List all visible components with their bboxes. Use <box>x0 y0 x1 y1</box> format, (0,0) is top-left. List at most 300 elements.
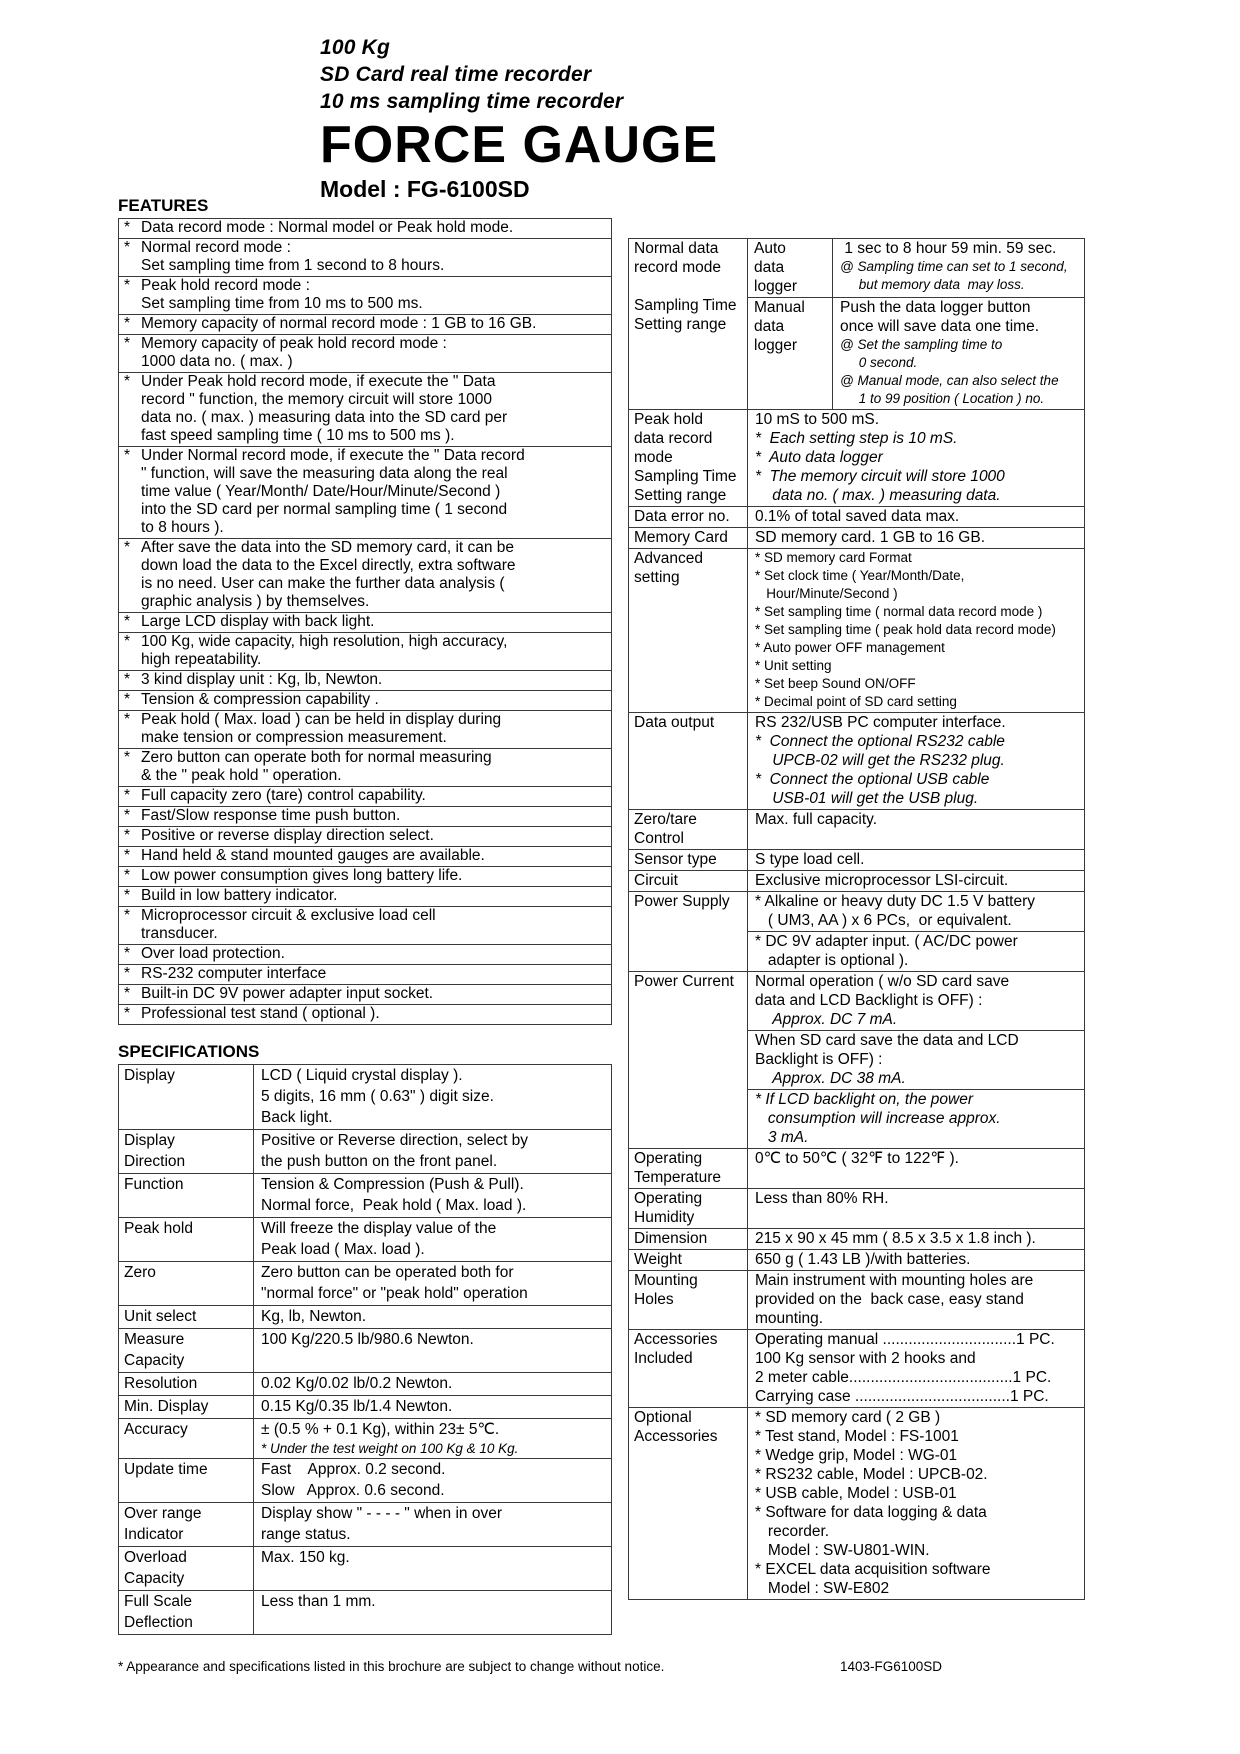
feature-item <box>119 690 611 710</box>
label-line: Power Supply <box>634 893 730 910</box>
value-line: Operating manual ...............................1 PC. <box>755 1331 1055 1348</box>
label-line: Data error no. <box>634 508 730 525</box>
feature-text <box>141 373 608 445</box>
spec-value-line: Positive or Reverse direction, select by <box>261 1132 529 1149</box>
feature-text <box>141 711 608 747</box>
feature-line: " function, will save the measuring data along the real <box>141 465 508 482</box>
feature-item <box>119 886 611 906</box>
feature-text <box>141 887 608 905</box>
value-line: @ Sampling time can set to 1 second, <box>840 259 1068 274</box>
spec-label <box>119 1503 254 1546</box>
spec2-label <box>629 549 748 712</box>
spec-value-line: LCD ( Liquid crystal display ). <box>261 1067 463 1084</box>
spec-value-line: Normal force, Peak hold ( Max. load ). <box>261 1197 527 1214</box>
spec-label-line: Update time <box>124 1461 208 1478</box>
label-line: Setting range <box>634 316 727 333</box>
label-line: Mounting <box>634 1272 698 1289</box>
spec-label-line: Measure <box>124 1331 185 1348</box>
feature-item <box>119 219 611 238</box>
feature-text <box>141 539 608 611</box>
value-line: S type load cell. <box>755 851 865 868</box>
feature-line: Full capacity zero (tare) control capability. <box>141 787 426 804</box>
feature-line: is no need. User can make the further data analysis ( <box>141 575 505 592</box>
bullet-star: * <box>124 965 131 982</box>
value-line: Model : SW-U801-WIN. <box>755 1542 930 1559</box>
value-line: * Auto data logger <box>755 449 883 466</box>
value-line: USB-01 will get the USB plug. <box>755 790 979 807</box>
spec-value-line: 100 Kg/220.5 lb/980.6 Newton. <box>261 1331 474 1348</box>
feature-line: Positive or reverse display direction select. <box>141 827 434 844</box>
label-line: Operating <box>634 1190 703 1207</box>
value-line: adapter is optional ). <box>755 952 909 969</box>
spec2-value <box>748 1271 1084 1329</box>
bullet-star: * <box>124 985 131 1002</box>
feature-text <box>141 613 608 631</box>
feature-line: 1000 data no. ( max. ) <box>141 353 293 370</box>
label-line: Sampling Time <box>634 468 737 485</box>
spec2-value <box>748 892 1084 971</box>
value-line: * Decimal point of SD card setting <box>755 694 957 709</box>
value-line: * Connect the optional RS232 cable <box>755 733 1005 750</box>
mode-line: logger <box>754 278 798 295</box>
spec2-label <box>629 810 748 849</box>
feature-item <box>119 276 611 314</box>
bullet-star: * <box>124 633 131 650</box>
feature-line: Set sampling time from 10 ms to 500 ms. <box>141 295 423 312</box>
feature-line: 3 kind display unit : Kg, lb, Newton. <box>141 671 383 688</box>
spec-label <box>119 1174 254 1217</box>
value-block <box>748 507 1084 527</box>
value-block <box>748 713 1084 809</box>
value-line: Approx. DC 38 mA. <box>755 1070 906 1087</box>
spec-label <box>119 1065 254 1129</box>
spec-label-line: Over range <box>124 1505 202 1522</box>
mode-line: logger <box>754 337 798 354</box>
spec2-value <box>748 1229 1084 1249</box>
spec-label <box>119 1396 254 1418</box>
feature-line: graphic analysis ) by themselves. <box>141 593 370 610</box>
footer <box>118 1658 942 1675</box>
feature-text <box>141 239 608 275</box>
feature-text <box>141 671 608 689</box>
spec-value-line: * Under the test weight on 100 Kg & 10 Kg. <box>261 1441 519 1456</box>
spec-value-line: Tension & Compression (Push & Pull). <box>261 1176 524 1193</box>
feature-line: Microprocessor circuit & exclusive load cell <box>141 907 436 924</box>
bullet-star: * <box>124 335 131 352</box>
spec-value-line: ± (0.5 % + 0.1 Kg), within 23± 5℃. <box>261 1421 500 1438</box>
feature-line: make tension or compression measurement. <box>141 729 447 746</box>
spec-value-line: Will freeze the display value of the <box>261 1220 497 1237</box>
bullet-star: * <box>124 847 131 864</box>
label-line: Memory Card <box>634 529 728 546</box>
feature-text <box>141 219 608 237</box>
feature-line: Memory capacity of peak hold record mode : <box>141 335 447 352</box>
feature-line: Large LCD display with back light. <box>141 613 375 630</box>
feature-text <box>141 335 608 371</box>
spec2-label <box>629 1330 748 1407</box>
value-line: data no. ( max. ) measuring data. <box>755 487 1001 504</box>
value-line: Backlight is OFF) : <box>755 1051 883 1068</box>
spec-label-line: Accuracy <box>124 1421 188 1438</box>
spec-value-line: 5 digits, 16 mm ( 0.63" ) digit size. <box>261 1088 494 1105</box>
feature-text <box>141 965 608 983</box>
spec2-label <box>629 410 748 506</box>
spec-label-line: Resolution <box>124 1375 198 1392</box>
spec2-value <box>748 410 1084 506</box>
value-line: 0℃ to 50℃ ( 32℉ to 122℉ ). <box>755 1150 959 1167</box>
mode-line: Manual <box>754 299 805 316</box>
value-line: * SD memory card ( 2 GB ) <box>755 1409 941 1426</box>
label-line: Dimension <box>634 1230 708 1247</box>
spec2-row <box>629 1188 1084 1228</box>
feature-text <box>141 691 608 709</box>
feature-line: Data record mode : Normal model or Peak hold mode. <box>141 219 514 236</box>
value-line: * EXCEL data acquisition software <box>755 1561 991 1578</box>
spec-label <box>119 1373 254 1395</box>
spec2-row <box>629 1228 1084 1249</box>
spec2-value <box>748 972 1084 1148</box>
spec-value-line: "normal force" or "peak hold" operation <box>261 1285 528 1302</box>
spec-label <box>119 1130 254 1173</box>
spec2-label <box>629 1408 748 1599</box>
spec2-label <box>629 850 748 870</box>
spec-value <box>254 1396 611 1418</box>
spec-label-line: Unit select <box>124 1308 197 1325</box>
spec2-value <box>748 850 1084 870</box>
spec2-row <box>629 409 1084 506</box>
spec2-label <box>629 713 748 809</box>
spec2-label <box>629 1229 748 1249</box>
bullet-star: * <box>124 867 131 884</box>
feature-line: Tension & compression capability . <box>141 691 379 708</box>
value-block <box>748 1250 1084 1270</box>
data-logger-row <box>629 239 1084 409</box>
spec-value-line: 0.15 Kg/0.35 lb/1.4 Newton. <box>261 1398 453 1415</box>
feature-item <box>119 372 611 446</box>
value-line: * DC 9V adapter input. ( AC/DC power <box>755 933 1018 950</box>
spec-value-line: 0.02 Kg/0.02 lb/0.2 Newton. <box>261 1375 453 1392</box>
label-line: record mode <box>634 259 722 276</box>
label-line: Temperature <box>634 1169 722 1186</box>
label-line: Optional <box>634 1409 692 1426</box>
spec-row <box>119 1458 611 1502</box>
feature-line: Build in low battery indicator. <box>141 887 338 904</box>
value-block <box>748 1330 1084 1407</box>
feature-item <box>119 866 611 886</box>
feature-line: Peak hold ( Max. load ) can be held in display during <box>141 711 502 728</box>
value-block <box>748 1030 1084 1089</box>
feature-line: Normal record mode : <box>141 239 291 256</box>
spec2-row <box>629 1329 1084 1407</box>
feature-line: to 8 hours ). <box>141 519 224 536</box>
value-block <box>748 972 1084 1030</box>
spec-label <box>119 1547 254 1590</box>
spec-value <box>254 1174 611 1217</box>
value-line: provided on the back case, easy stand <box>755 1291 1024 1308</box>
label-line: Power Current <box>634 973 734 990</box>
spec2-label <box>629 972 748 1148</box>
feature-text <box>141 633 608 669</box>
value-line: 0 second. <box>840 355 918 370</box>
value-block <box>748 892 1084 931</box>
logger-value <box>833 298 1084 409</box>
tagline-capacity: 100 Kg <box>320 36 391 59</box>
feature-item <box>119 984 611 1004</box>
feature-line: 100 Kg, wide capacity, high resolution, high accuracy, <box>141 633 508 650</box>
spec2-value <box>748 810 1084 849</box>
feature-item <box>119 670 611 690</box>
mode-line: data <box>754 259 785 276</box>
spec-value-line: Fast Approx. 0.2 second. <box>261 1461 446 1478</box>
spec-label-line: Function <box>124 1176 184 1193</box>
value-line: once will save data one time. <box>840 318 1040 335</box>
value-line: Normal operation ( w/o SD card save <box>755 973 1010 990</box>
spec-value <box>254 1130 611 1173</box>
spec-label <box>119 1419 254 1458</box>
feature-line: Peak hold record mode : <box>141 277 310 294</box>
feature-line: After save the data into the SD memory card, it can be <box>141 539 515 556</box>
tagline-sampling: 10 ms sampling time recorder <box>320 90 624 113</box>
label-line: Setting range <box>634 487 727 504</box>
spec2-value <box>748 528 1084 548</box>
spec2-row <box>629 548 1084 712</box>
spec-row <box>119 1590 611 1634</box>
spec-row <box>119 1261 611 1305</box>
bullet-star: * <box>124 613 131 630</box>
feature-line: into the SD card per normal sampling time ( 1 second <box>141 501 508 518</box>
label-line: Zero/tare <box>634 811 697 828</box>
spec-value <box>254 1373 611 1395</box>
spec-row <box>119 1129 611 1173</box>
value-line: * The memory circuit will store 1000 <box>755 468 1005 485</box>
value-line: Push the data logger button <box>840 299 1031 316</box>
feature-text <box>141 847 608 865</box>
specifications-table <box>118 1064 612 1635</box>
value-line: Max. full capacity. <box>755 811 878 828</box>
spec2-value <box>748 507 1084 527</box>
spec2-value <box>748 1330 1084 1407</box>
spec-value-line: Peak load ( Max. load ). <box>261 1241 425 1258</box>
bullet-star: * <box>124 671 131 688</box>
value-block <box>748 1089 1084 1148</box>
features-table <box>118 218 612 1025</box>
feature-item <box>119 748 611 786</box>
feature-line: Memory capacity of normal record mode : 1 GB to 16 GB. <box>141 315 537 332</box>
value-line: RS 232/USB PC computer interface. <box>755 714 1006 731</box>
feature-text <box>141 315 608 333</box>
spec-value-line: Zero button can be operated both for <box>261 1264 514 1281</box>
label-line: Peak hold <box>634 411 703 428</box>
value-line: 10 mS to 500 mS. <box>755 411 880 428</box>
feature-line: Hand held & stand mounted gauges are available. <box>141 847 485 864</box>
value-line: * RS232 cable, Model : UPCB-02. <box>755 1466 988 1483</box>
logger-value <box>833 239 1084 297</box>
specifications-heading: SPECIFICATIONS <box>118 1042 260 1061</box>
feature-line: Low power consumption gives long battery life. <box>141 867 463 884</box>
value-line: Main instrument with mounting holes are <box>755 1272 1034 1289</box>
spec-value-line: Slow Approx. 0.6 second. <box>261 1482 445 1499</box>
value-line: * Set sampling time ( normal data record mode ) <box>755 604 1043 619</box>
feature-text <box>141 945 608 963</box>
value-line: Hour/Minute/Second ) <box>755 586 898 601</box>
feature-item <box>119 612 611 632</box>
value-line: * Alkaline or heavy duty DC 1.5 V battery <box>755 893 1036 910</box>
spec2-value <box>748 1189 1084 1228</box>
feature-item <box>119 1004 611 1024</box>
value-line: 1 sec to 8 hour 59 min. 59 sec. <box>840 240 1057 257</box>
value-line: Model : SW-E802 <box>755 1580 890 1597</box>
feature-item <box>119 786 611 806</box>
spec2-label <box>629 1149 748 1188</box>
spec-row <box>119 1217 611 1261</box>
spec2-row <box>629 971 1084 1148</box>
spec2-row <box>629 1249 1084 1270</box>
data-logger-subrows <box>748 239 1084 409</box>
value-block <box>748 1229 1084 1249</box>
feature-item <box>119 238 611 276</box>
label-line: Sensor type <box>634 851 717 868</box>
value-block <box>748 1408 1084 1599</box>
label-line: data record <box>634 430 713 447</box>
spec-row <box>119 1502 611 1546</box>
right-column <box>628 238 1085 1600</box>
spec-row <box>119 1546 611 1590</box>
value-line: Approx. DC 7 mA. <box>755 1011 898 1028</box>
spec-value <box>254 1547 611 1590</box>
spec2-label <box>629 1250 748 1270</box>
feature-item <box>119 538 611 612</box>
spec-value <box>254 1419 611 1458</box>
feature-text <box>141 749 608 785</box>
spec-label-line: Indicator <box>124 1526 184 1543</box>
spec2-label <box>629 1189 748 1228</box>
value-line: consumption will increase approx. <box>755 1110 1001 1127</box>
spec2-row <box>629 1148 1084 1188</box>
spec-value <box>254 1065 611 1129</box>
spec2-value <box>748 1408 1084 1599</box>
spec-label-line: Capacity <box>124 1352 185 1369</box>
footer-note: * Appearance and specifications listed in this brochure are subject to change without notice. <box>118 1659 665 1674</box>
value-line: ( UM3, AA ) x 6 PCs, or equivalent. <box>755 912 1012 929</box>
feature-item <box>119 632 611 670</box>
feature-item <box>119 826 611 846</box>
value-block <box>748 549 1084 712</box>
feature-item <box>119 846 611 866</box>
model-number: Model : FG-6100SD <box>320 176 530 202</box>
feature-item <box>119 710 611 748</box>
label-line: Holes <box>634 1291 674 1308</box>
spec2-label <box>629 892 748 971</box>
value-line: data and LCD Backlight is OFF) : <box>755 992 983 1009</box>
bullet-star: * <box>124 907 131 924</box>
spec-label <box>119 1459 254 1502</box>
spec2-row <box>629 712 1084 809</box>
label-line: setting <box>634 569 680 586</box>
feature-line: RS-232 computer interface <box>141 965 327 982</box>
spec-value-line: the push button on the front panel. <box>261 1153 498 1170</box>
value-line: @ Set the sampling time to <box>840 337 1003 352</box>
feature-line: Fast/Slow response time push button. <box>141 807 401 824</box>
spec-label-line: Peak hold <box>124 1220 193 1237</box>
bullet-star: * <box>124 807 131 824</box>
bullet-star: * <box>124 691 131 708</box>
value-line: 100 Kg sensor with 2 hooks and <box>755 1350 976 1367</box>
value-line: 1 to 99 position ( Location ) no. <box>840 391 1045 406</box>
label-line: Included <box>634 1350 693 1367</box>
label-line: Operating <box>634 1150 703 1167</box>
value-line: * Each setting step is 10 mS. <box>755 430 958 447</box>
value-line: 2 meter cable......................................1 PC. <box>755 1369 1052 1386</box>
header <box>320 34 718 203</box>
logger-mode <box>748 298 833 409</box>
spec-row <box>119 1372 611 1395</box>
spec-label-line: Min. Display <box>124 1398 209 1415</box>
spec-label-line: Full Scale <box>124 1593 193 1610</box>
label-line <box>634 277 745 296</box>
spec-value <box>254 1262 611 1305</box>
bullet-star: * <box>124 277 131 294</box>
spec-value <box>254 1306 611 1328</box>
spec-value-line: Kg, lb, Newton. <box>261 1308 367 1325</box>
value-block <box>748 931 1084 971</box>
spec-row <box>119 1328 611 1372</box>
feature-text <box>141 787 608 805</box>
feature-line: down load the data to the Excel directly, extra software <box>141 557 516 574</box>
feature-text <box>141 907 608 943</box>
logger-subrow <box>748 239 1084 297</box>
feature-line: data no. ( max. ) measuring data into the SD card per <box>141 409 508 426</box>
value-line: * Set beep Sound ON/OFF <box>755 676 916 691</box>
logger-subrow <box>748 297 1084 409</box>
value-line: SD memory card. 1 GB to 16 GB. <box>755 529 985 546</box>
feature-item <box>119 446 611 538</box>
feature-text <box>141 867 608 885</box>
value-block <box>748 528 1084 548</box>
feature-line: Under Normal record mode, if execute the " Data record <box>141 447 525 464</box>
spec2-row <box>629 891 1084 971</box>
value-line: * USB cable, Model : USB-01 <box>755 1485 957 1502</box>
spec-row <box>119 1418 611 1458</box>
feature-item <box>119 964 611 984</box>
spec2-label <box>629 528 748 548</box>
value-line: * Wedge grip, Model : WG-01 <box>755 1447 958 1464</box>
spec2-value <box>748 1149 1084 1188</box>
value-block <box>748 1271 1084 1329</box>
spec-label-line: Display <box>124 1132 175 1149</box>
spec-value-line: Less than 1 mm. <box>261 1593 376 1610</box>
data-logger-label <box>629 239 748 409</box>
bullet-star: * <box>124 827 131 844</box>
value-block <box>748 810 1084 830</box>
bullet-star: * <box>124 239 131 256</box>
spec-row <box>119 1065 611 1129</box>
spec-label-line: Overload <box>124 1549 187 1566</box>
spec2-label <box>629 1271 748 1329</box>
value-block <box>748 410 1084 506</box>
value-line: UPCB-02 will get the RS232 plug. <box>755 752 1005 769</box>
bullet-star: * <box>124 749 131 766</box>
spec-label <box>119 1306 254 1328</box>
label-line: Sampling Time <box>634 297 737 314</box>
label-line: Accessories <box>634 1428 718 1445</box>
value-line: Carrying case ....................................1 PC. <box>755 1388 1049 1405</box>
bullet-star: * <box>124 315 131 332</box>
value-line: 3 mA. <box>755 1129 809 1146</box>
value-line: @ Manual mode, can also select the <box>840 373 1059 388</box>
spec-value <box>254 1459 611 1502</box>
spec-label <box>119 1262 254 1305</box>
tagline-sdcard: SD Card real time recorder <box>320 63 592 86</box>
